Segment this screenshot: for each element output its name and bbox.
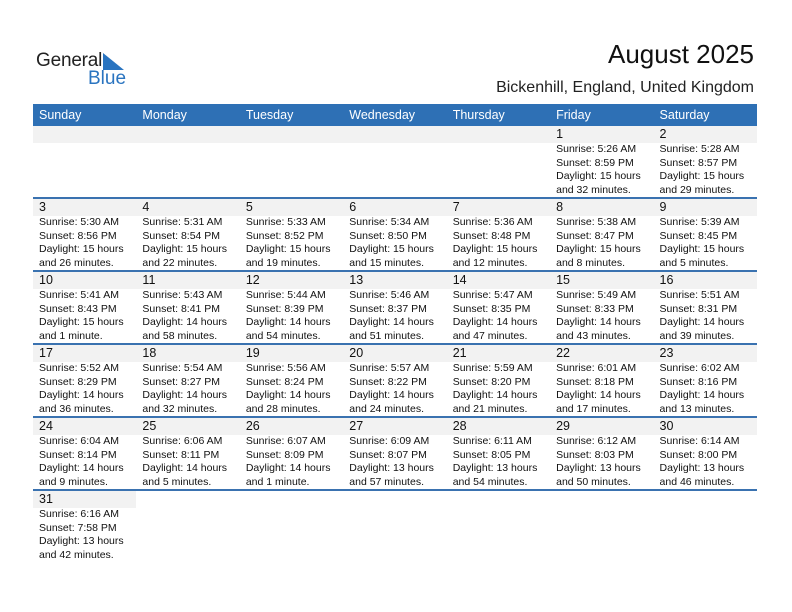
day-number: 20 (343, 345, 446, 362)
day-info (447, 289, 550, 343)
sunset-text: Sunset: 8:29 PM (39, 375, 117, 388)
sunset-text: Sunset: 8:48 PM (452, 229, 531, 242)
day-cell (33, 199, 136, 270)
day-cell (343, 418, 446, 489)
sunrise-text: Sunrise: 5:44 AM (245, 289, 326, 301)
daylight-text: Daylight: 14 hours (556, 316, 641, 328)
daylight-minutes-text: and 57 minutes. (349, 475, 424, 488)
day-info (240, 435, 343, 489)
sunset-text: Sunset: 8:52 PM (245, 229, 324, 242)
daylight-text: Daylight: 15 hours (245, 243, 331, 255)
daylight-text: Daylight: 14 hours (452, 316, 538, 328)
daylight-text: Daylight: 14 hours (245, 462, 331, 474)
sunset-text: Sunset: 8:39 PM (245, 302, 324, 315)
logo (36, 50, 136, 90)
day-number: 3 (33, 199, 136, 216)
day-info (654, 289, 757, 343)
day-info (550, 289, 653, 343)
day-cell (136, 418, 239, 489)
daylight-minutes-text: and 21 minutes. (452, 402, 528, 415)
sunset-text: Sunset: 8:37 PM (349, 302, 427, 315)
day-cell (343, 272, 446, 343)
empty-day-cell (240, 491, 343, 562)
day-cell (33, 272, 136, 343)
day-info (550, 435, 653, 489)
sunrise-text: Sunrise: 6:09 AM (349, 435, 430, 447)
week-row (33, 345, 757, 418)
daylight-text: Daylight: 14 hours (39, 462, 124, 474)
day-info (33, 289, 136, 343)
daylight-text: Daylight: 13 hours (556, 462, 641, 474)
sunrise-text: Sunrise: 6:16 AM (39, 508, 119, 520)
sunrise-text: Sunrise: 6:02 AM (659, 362, 740, 374)
daylight-text: Daylight: 14 hours (349, 389, 434, 401)
sunset-text: Sunset: 8:09 PM (245, 448, 324, 461)
sunrise-text: Sunrise: 5:39 AM (659, 216, 740, 228)
sunrise-text: Sunrise: 6:11 AM (452, 435, 532, 447)
day-cell (654, 126, 757, 197)
sunset-text: Sunset: 8:18 PM (556, 375, 634, 388)
day-info (343, 362, 446, 416)
sunrise-text: Sunrise: 5:57 AM (349, 362, 430, 374)
day-info (654, 362, 757, 416)
sunset-text: Sunset: 8:00 PM (659, 448, 738, 461)
daylight-text: Daylight: 14 hours (349, 316, 434, 328)
sunset-text: Sunset: 8:57 PM (659, 156, 738, 169)
day-cell (550, 345, 653, 416)
day-cell (447, 418, 550, 489)
day-cell (33, 345, 136, 416)
day-number: 6 (343, 199, 446, 216)
day-info (240, 362, 343, 416)
daylight-minutes-text: and 29 minutes. (659, 183, 735, 196)
day-info (654, 143, 757, 197)
day-info (343, 216, 446, 270)
day-cell (33, 418, 136, 489)
sunset-text: Sunset: 8:41 PM (142, 302, 221, 315)
daylight-text: Daylight: 14 hours (245, 316, 331, 328)
weekday-header (33, 104, 757, 126)
daylight-minutes-text: and 1 minute. (39, 329, 103, 342)
day-cell (550, 126, 653, 197)
daylight-minutes-text: and 32 minutes. (142, 402, 218, 415)
day-number: 1 (550, 126, 653, 143)
day-number: 9 (654, 199, 757, 216)
empty-day-cell (447, 126, 550, 197)
day-number: 22 (550, 345, 653, 362)
daylight-text: Daylight: 14 hours (556, 389, 641, 401)
daylight-minutes-text: and 5 minutes. (142, 475, 212, 488)
sunset-text: Sunset: 8:50 PM (349, 229, 427, 242)
daylight-minutes-text: and 54 minutes. (245, 329, 321, 342)
day-cell (550, 418, 653, 489)
sunset-text: Sunset: 8:56 PM (39, 229, 117, 242)
sunset-text: Sunset: 8:16 PM (659, 375, 738, 388)
daylight-minutes-text: and 5 minutes. (659, 256, 729, 269)
day-cell (447, 272, 550, 343)
sunrise-text: Sunrise: 6:06 AM (142, 435, 223, 447)
daylight-minutes-text: and 43 minutes. (556, 329, 631, 342)
sunrise-text: Sunrise: 5:54 AM (142, 362, 223, 374)
empty-day-cell (343, 491, 446, 562)
sunset-text: Sunset: 8:14 PM (39, 448, 117, 461)
daylight-minutes-text: and 28 minutes. (245, 402, 321, 415)
day-cell (654, 199, 757, 270)
day-info (654, 216, 757, 270)
daylight-minutes-text: and 51 minutes. (349, 329, 424, 342)
daylight-minutes-text: and 46 minutes. (659, 475, 735, 488)
sunrise-text: Sunrise: 6:07 AM (245, 435, 326, 447)
sunrise-text: Sunrise: 6:04 AM (39, 435, 119, 447)
daylight-text: Daylight: 13 hours (349, 462, 434, 474)
day-info (136, 362, 239, 416)
empty-day-cell (550, 491, 653, 562)
logo-general-text: General (36, 50, 103, 71)
sunrise-text: Sunrise: 5:47 AM (452, 289, 533, 301)
sunrise-text: Sunrise: 5:34 AM (349, 216, 430, 228)
day-number: 16 (654, 272, 757, 289)
daylight-text: Daylight: 15 hours (349, 243, 434, 255)
calendar-grid (33, 104, 757, 562)
sunrise-text: Sunrise: 5:56 AM (245, 362, 326, 374)
daylight-minutes-text: and 13 minutes. (659, 402, 735, 415)
daylight-text: Daylight: 15 hours (556, 243, 641, 255)
day-cell (447, 199, 550, 270)
sunrise-text: Sunrise: 5:36 AM (452, 216, 533, 228)
day-number: 4 (136, 199, 239, 216)
daylight-text: Daylight: 15 hours (556, 170, 641, 182)
day-number: 29 (550, 418, 653, 435)
sunset-text: Sunset: 8:45 PM (659, 229, 738, 242)
sunrise-text: Sunrise: 5:51 AM (659, 289, 740, 301)
daylight-text: Daylight: 15 hours (142, 243, 228, 255)
sunset-text: Sunset: 8:31 PM (659, 302, 738, 315)
day-cell (136, 199, 239, 270)
daylight-text: Daylight: 14 hours (659, 316, 745, 328)
page-title: August 2025 (607, 39, 754, 69)
day-info (343, 289, 446, 343)
empty-day-cell (343, 126, 446, 197)
day-cell (240, 345, 343, 416)
daylight-minutes-text: and 39 minutes. (659, 329, 735, 342)
day-info (136, 216, 239, 270)
day-cell (136, 272, 239, 343)
weekday-saturday: Saturday (659, 108, 710, 122)
empty-day-cell (136, 491, 239, 562)
daylight-minutes-text: and 47 minutes. (452, 329, 528, 342)
day-number: 17 (33, 345, 136, 362)
day-number (447, 126, 550, 143)
day-number: 14 (447, 272, 550, 289)
day-cell (240, 272, 343, 343)
sunrise-text: Sunrise: 5:31 AM (142, 216, 223, 228)
daylight-text: Daylight: 13 hours (39, 535, 124, 547)
daylight-text: Daylight: 13 hours (452, 462, 538, 474)
day-info (33, 508, 136, 562)
daylight-minutes-text: and 42 minutes. (39, 548, 114, 561)
day-number: 10 (33, 272, 136, 289)
day-cell (343, 345, 446, 416)
day-info (654, 435, 757, 489)
sunrise-text: Sunrise: 5:30 AM (39, 216, 119, 228)
weekday-tuesday: Tuesday (245, 108, 294, 122)
day-number: 15 (550, 272, 653, 289)
day-info (550, 143, 653, 197)
daylight-minutes-text: and 17 minutes. (556, 402, 631, 415)
week-row (33, 491, 757, 562)
day-number: 28 (447, 418, 550, 435)
empty-day-cell (240, 126, 343, 197)
sunset-text: Sunset: 8:47 PM (556, 229, 634, 242)
sunrise-text: Sunrise: 5:43 AM (142, 289, 223, 301)
day-info (240, 289, 343, 343)
sunset-text: Sunset: 8:59 PM (556, 156, 634, 169)
empty-day-cell (654, 491, 757, 562)
sunset-text: Sunset: 7:58 PM (39, 521, 117, 534)
daylight-text: Daylight: 14 hours (142, 462, 228, 474)
day-number: 21 (447, 345, 550, 362)
day-cell (654, 272, 757, 343)
day-number: 27 (343, 418, 446, 435)
daylight-minutes-text: and 36 minutes. (39, 402, 114, 415)
daylight-minutes-text: and 15 minutes. (349, 256, 424, 269)
day-info (447, 435, 550, 489)
daylight-text: Daylight: 14 hours (452, 389, 538, 401)
daylight-text: Daylight: 15 hours (659, 170, 745, 182)
day-number: 12 (240, 272, 343, 289)
daylight-text: Daylight: 15 hours (659, 243, 745, 255)
daylight-minutes-text: and 54 minutes. (452, 475, 528, 488)
week-row (33, 199, 757, 272)
day-number: 11 (136, 272, 239, 289)
day-info (343, 435, 446, 489)
sunset-text: Sunset: 8:05 PM (452, 448, 531, 461)
sunrise-text: Sunrise: 5:49 AM (556, 289, 637, 301)
daylight-minutes-text: and 58 minutes. (142, 329, 218, 342)
daylight-minutes-text: and 50 minutes. (556, 475, 631, 488)
sunset-text: Sunset: 8:43 PM (39, 302, 117, 315)
sunset-text: Sunset: 8:33 PM (556, 302, 634, 315)
daylight-text: Daylight: 14 hours (39, 389, 124, 401)
daylight-text: Daylight: 15 hours (39, 316, 124, 328)
sunset-text: Sunset: 8:22 PM (349, 375, 427, 388)
sunrise-text: Sunrise: 5:38 AM (556, 216, 637, 228)
sunrise-text: Sunrise: 5:52 AM (39, 362, 119, 374)
day-number: 5 (240, 199, 343, 216)
sunset-text: Sunset: 8:03 PM (556, 448, 634, 461)
day-number: 25 (136, 418, 239, 435)
sunrise-text: Sunrise: 5:28 AM (659, 143, 740, 155)
sunrise-text: Sunrise: 5:33 AM (245, 216, 326, 228)
day-number: 18 (136, 345, 239, 362)
day-number: 2 (654, 126, 757, 143)
sunset-text: Sunset: 8:54 PM (142, 229, 221, 242)
weekday-friday: Friday (556, 108, 591, 122)
day-number (343, 126, 446, 143)
sunrise-text: Sunrise: 5:41 AM (39, 289, 119, 301)
sunrise-text: Sunrise: 6:12 AM (556, 435, 637, 447)
day-number (240, 126, 343, 143)
day-info (136, 289, 239, 343)
daylight-minutes-text: and 12 minutes. (452, 256, 528, 269)
day-number: 24 (33, 418, 136, 435)
day-info (447, 362, 550, 416)
day-number (33, 126, 136, 143)
day-number: 8 (550, 199, 653, 216)
sunset-text: Sunset: 8:07 PM (349, 448, 427, 461)
week-row (33, 418, 757, 491)
empty-day-cell (136, 126, 239, 197)
sunset-text: Sunset: 8:20 PM (452, 375, 531, 388)
week-row (33, 272, 757, 345)
daylight-minutes-text: and 19 minutes. (245, 256, 321, 269)
day-cell (654, 345, 757, 416)
week-row (33, 126, 757, 199)
day-cell (550, 199, 653, 270)
day-cell (550, 272, 653, 343)
day-info (447, 216, 550, 270)
day-info (550, 216, 653, 270)
day-cell (447, 345, 550, 416)
day-number: 26 (240, 418, 343, 435)
day-info (240, 216, 343, 270)
sunset-text: Sunset: 8:27 PM (142, 375, 221, 388)
day-info (550, 362, 653, 416)
sunset-text: Sunset: 8:24 PM (245, 375, 324, 388)
day-cell (240, 418, 343, 489)
weekday-wednesday: Wednesday (349, 108, 416, 122)
daylight-text: Daylight: 14 hours (142, 316, 228, 328)
daylight-text: Daylight: 13 hours (659, 462, 745, 474)
weekday-sunday: Sunday (39, 108, 82, 122)
daylight-text: Daylight: 14 hours (142, 389, 228, 401)
sunrise-text: Sunrise: 5:46 AM (349, 289, 430, 301)
daylight-minutes-text: and 26 minutes. (39, 256, 114, 269)
day-cell (343, 199, 446, 270)
logo-blue-text: Blue (88, 68, 127, 89)
sunrise-text: Sunrise: 5:59 AM (452, 362, 533, 374)
empty-day-cell (33, 126, 136, 197)
daylight-minutes-text: and 24 minutes. (349, 402, 424, 415)
day-cell (33, 491, 136, 562)
day-cell (136, 345, 239, 416)
day-number (136, 126, 239, 143)
sunrise-text: Sunrise: 6:14 AM (659, 435, 740, 447)
sunset-text: Sunset: 8:11 PM (142, 448, 220, 461)
day-number: 31 (33, 491, 136, 508)
day-info (136, 435, 239, 489)
day-number: 19 (240, 345, 343, 362)
daylight-minutes-text: and 9 minutes. (39, 475, 108, 488)
sunrise-text: Sunrise: 5:26 AM (556, 143, 637, 155)
day-cell (654, 418, 757, 489)
daylight-minutes-text: and 32 minutes. (556, 183, 631, 196)
day-info (33, 362, 136, 416)
sunrise-text: Sunrise: 6:01 AM (556, 362, 637, 374)
day-cell (240, 199, 343, 270)
weekday-monday: Monday (142, 108, 187, 122)
daylight-minutes-text: and 22 minutes. (142, 256, 218, 269)
daylight-text: Daylight: 15 hours (452, 243, 538, 255)
daylight-minutes-text: and 8 minutes. (556, 256, 625, 269)
weekday-thursday: Thursday (452, 108, 505, 122)
sunset-text: Sunset: 8:35 PM (452, 302, 531, 315)
day-info (33, 216, 136, 270)
daylight-text: Daylight: 15 hours (39, 243, 124, 255)
daylight-minutes-text: and 1 minute. (245, 475, 310, 488)
day-number: 30 (654, 418, 757, 435)
location-subtitle: Bickenhill, England, United Kingdom (496, 79, 754, 96)
day-number: 23 (654, 345, 757, 362)
daylight-text: Daylight: 14 hours (245, 389, 331, 401)
daylight-text: Daylight: 14 hours (659, 389, 745, 401)
day-info (33, 435, 136, 489)
empty-day-cell (447, 491, 550, 562)
day-number: 7 (447, 199, 550, 216)
day-number: 13 (343, 272, 446, 289)
